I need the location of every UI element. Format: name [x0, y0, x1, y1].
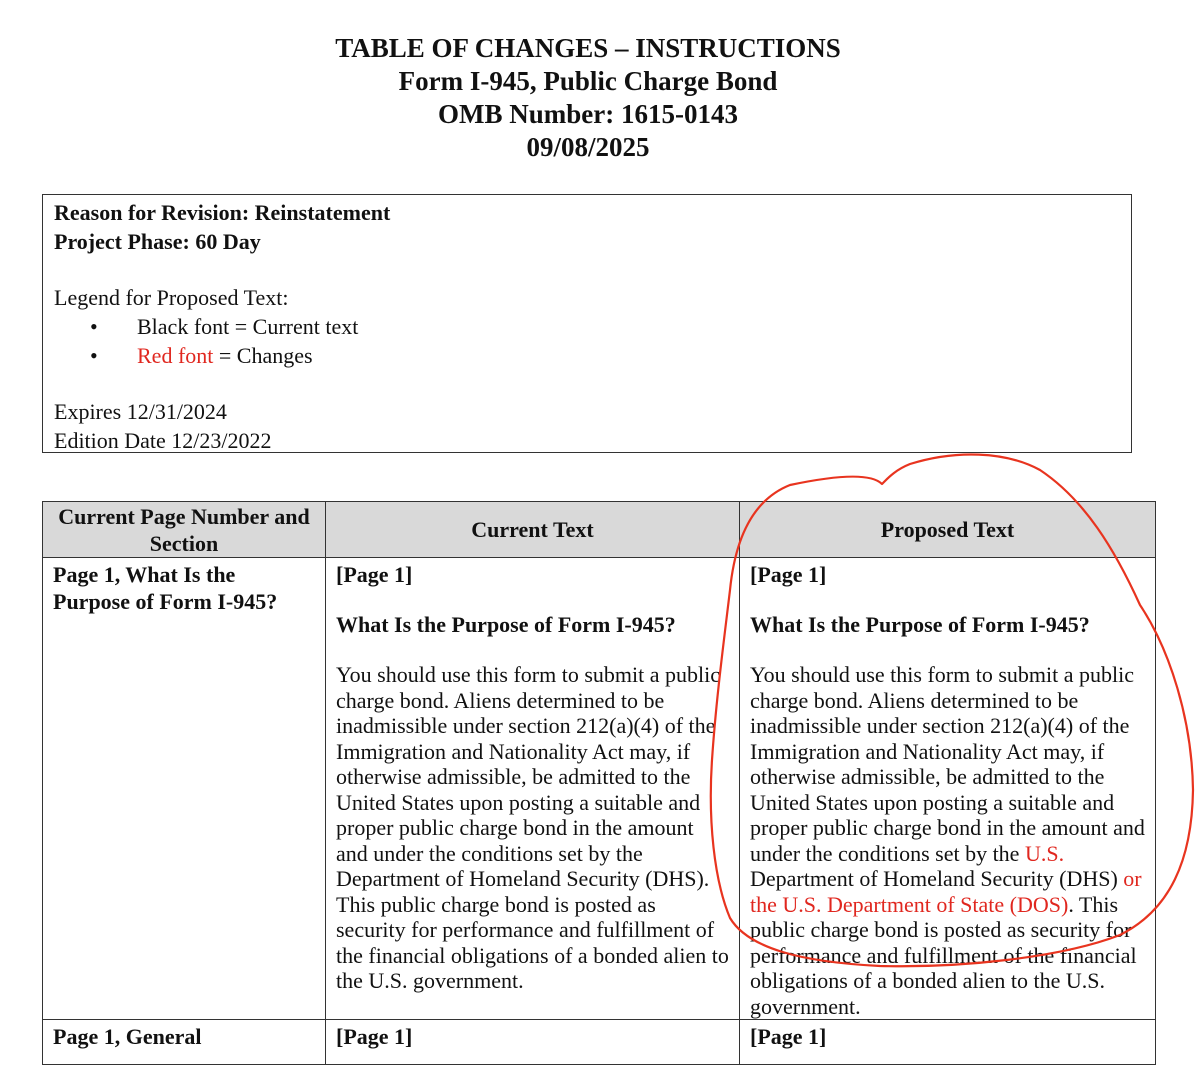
- table-header-row: [43, 502, 1156, 558]
- revision-info-box: [42, 194, 1132, 453]
- edition-date: Edition Date 12/23/2022: [54, 428, 272, 453]
- proposed-text-change: U.S.: [1024, 840, 1065, 866]
- proposed-text-cell: [740, 558, 1156, 1020]
- page-reference: [Page 1]: [750, 562, 827, 587]
- table-row: [43, 558, 1156, 1020]
- document-title-block: [0, 32, 1176, 164]
- legend-black-text: Black font = Current text: [137, 314, 359, 339]
- header-current-text: Current Text: [326, 502, 740, 558]
- table-row: [43, 1020, 1156, 1065]
- section-cell: Page 1, General: [43, 1020, 326, 1065]
- current-body-text: You should use this form to submit a public charge bond. Aliens determined to be inadmissible under section 212(a)(4) of the Immigration and Nationality Act may, if otherwise admissible, be admitted to the United States upon posting a suitable and proper public charge bond in the amount and under the conditions set by the Department of Homeland Security (DHS). This public charge bond is posted as security for performance and fulfillment of the financial obligations of a bonded alien to the U.S. government.: [336, 662, 729, 993]
- legend-item-black: [90, 312, 1120, 341]
- proposed-body-text: [750, 662, 1145, 1019]
- legend-title: Legend for Proposed Text:: [54, 285, 289, 310]
- reason-for-revision: Reason for Revision: Reinstatement: [54, 200, 391, 225]
- expiration-date: Expires 12/31/2024: [54, 399, 227, 424]
- legend-red-text: = Changes: [213, 343, 313, 368]
- proposed-text-unchanged: Department of Homeland Security (DHS): [750, 866, 1124, 891]
- legend-list: [54, 312, 1120, 370]
- proposed-text-change: or the U.S. Department of State (DOS): [750, 866, 1142, 917]
- form-name: Form I-945, Public Charge Bond: [398, 66, 778, 96]
- page-reference: [Page 1]: [740, 1020, 1156, 1065]
- current-text-cell: [326, 558, 740, 1020]
- document-title: TABLE OF CHANGES – INSTRUCTIONS: [335, 33, 841, 63]
- page-reference: [Page 1]: [326, 1020, 740, 1065]
- omb-number: OMB Number: 1615-0143: [438, 99, 738, 129]
- changes-table: [42, 501, 1156, 1065]
- header-proposed-text: Proposed Text: [740, 502, 1156, 558]
- document-date: 09/08/2025: [526, 132, 650, 162]
- legend-item-red: [90, 341, 1120, 370]
- proposed-text-unchanged: You should use this form to submit a public charge bond. Aliens determined to be inadmissible under section 212(a)(4) of the Immigration and Nationality Act may, if otherwise admissible, be admitted to the United States upon posting a suitable and proper public charge bond in the amount and under the conditions set by the: [750, 662, 1145, 866]
- bullet-icon: •: [90, 343, 98, 368]
- section-heading: What Is the Purpose of Form I-945?: [750, 612, 1090, 637]
- section-cell: Page 1, What Is the Purpose of Form I-945?: [43, 558, 326, 1020]
- section-heading: What Is the Purpose of Form I-945?: [336, 612, 676, 637]
- legend-red-sample: Red font: [137, 343, 214, 368]
- header-section: Current Page Number and Section: [43, 502, 326, 558]
- proposed-text-unchanged: . This public charge bond is posted as security for performance and fulfillment of the financial obligations of a bonded alien to the U.S. government.: [750, 891, 1137, 1019]
- page-reference: [Page 1]: [336, 562, 413, 587]
- bullet-icon: •: [90, 314, 98, 339]
- project-phase: Project Phase: 60 Day: [54, 229, 261, 254]
